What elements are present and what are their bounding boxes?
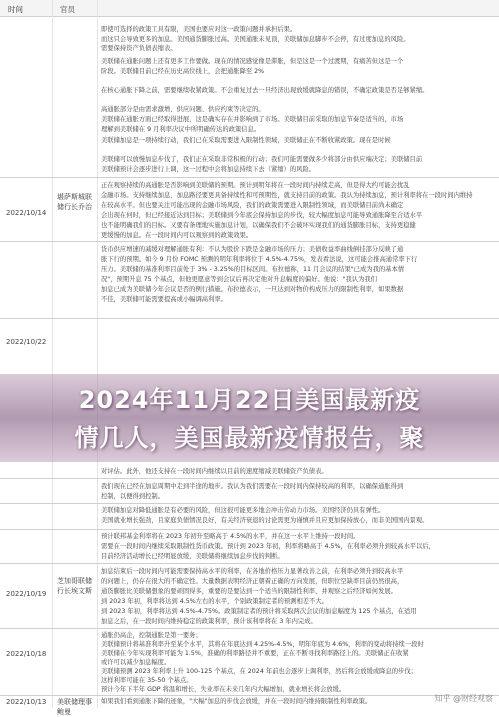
row-date: 2022/10/14 [6,209,47,217]
row-divider [0,503,499,504]
row-text: 况"，预期升息 75 个基点，但他更愿意等到会议后再决定他对升息幅度的偏好。他说："我认为我们 [101,276,377,283]
row-text: 目前经济活动增长已经明显放缓，美联储将继续加息步伐的判断。 [101,553,284,560]
row-text: 美联储加息是一项持续行动，我们已在采取需要进入限制性领域，美联储正在不断收紧政策。现在是时候 [101,137,391,144]
row-text: 金融市场。支持继续加息，加息路径要更具备持续性和可预期性，就支持目前的政策。我认为持续加息，预计利率将在一段时间内维持 [101,192,473,199]
row-text: 的问题上，仍存在很大的不确定性。大量数据表明经济正朝着正确的方向发展，但职位空缺率目前仍然很高， [101,578,404,585]
row-divider [0,478,499,479]
row-divider [0,628,499,629]
row-text: 更缓慢的加息。在一段时间内可以观察到的政策效果。 [101,232,253,239]
row-date: 2022/10/19 [6,590,47,598]
row-text: 理解到美联储在 9 月利率决议中所明确传达的政策信息。 [101,126,261,133]
col-official-header: 官员 [60,5,75,14]
row-text: 在核心通胀下降之前，需要继续收紧政策。不会重复过去一旦经济出现放缓就降息的错误，不确定政策是否足够紧缩。 [101,87,429,94]
row-text: 到 2023 年初，利率将达到 4.5%-4.75%。政策制定者的预计将采取两次会议的加息幅度为 125 个基点，在适用 [101,608,417,615]
watermark: 知乎 @财经观察 [434,694,493,703]
row-official: 芝加哥联储行长埃文斯 [57,577,92,595]
row-text: 高通胀部分是由需求激增、供应问题、供应约束等决定的。 [101,106,265,113]
row-divider [0,177,499,178]
row-text: 货币供应增速的减缓对理解通胀有利：不认为股价下跌是金融市场的压力；美债收益率曲线倒挂部分反映了通 [101,246,404,253]
row-official: 美联储理事鲍曼 [57,698,92,716]
row-text: 胀下行的预期。如今 9 月份 FOMC 预测的明年利率将位于 4.5%-4.75%，发表看法说，这可能会推高通常率下行 [101,256,418,263]
row-official: 堪萨斯城联储行长乔治 [57,193,92,211]
row-text: 如果我们看到通胀下降的迹象，"大幅"加息的步伐会放缓，并在一段时间内维持限制性利率政策。 [101,698,372,705]
row-date: 2022/10/22 [6,338,47,346]
row-text: 对评估。此外，他还支持在一段时间内继续以目前的速度缩减美联储资产负债表。 [101,468,328,475]
row-text: 美联储在今年实现利率可能为 1.5%，准确的利率路径并不重要，正在不断寻找利率路径上的。美联储正在收紧 [101,650,409,657]
row-text: 或许可以减少加息幅度。 [101,659,171,666]
row-text: 预计今年下半年 GDP 将温和增长，失业率在未来几年内大幅增加，就业增长将会放缓。 [101,686,346,693]
row-divider [0,695,499,696]
row-text: 美国就业增长强劲，且家庭负债情况良好，有关经济衰退的讨论需更为谨慎并且应更加保持放心，而非美国国内景观。 [101,517,429,524]
row-text: 即使可选择的政策工具有限，美国也要应对这一政策问题并承担后果。 [101,26,297,33]
row-text: 美联储加息对降低通胀是有必要的风险，但这很可能更多地会冲击劳动力市场。美国经济仍具有弹性。 [101,507,385,514]
row-text: 美联储预计将基准利率升至某个水平，其将在年底达到 4.25%-4.5%，明年年底为 4.6%，利率的变动将持续一段时 [101,641,424,648]
overlay-title-line1: 2024年11月22日美国最新疫 [78,386,421,414]
row-text: 需要保持资产负债表缩表。 [101,45,177,52]
row-divider [0,529,499,530]
row-text: 这样利率可能在 35-50 个基点。 [101,677,193,684]
row-divider [0,563,499,564]
row-text: 美联储在通胀问题上还有更多工作要做。现在的情况感觉像是滞胀，但是这是一个过渡期，有痛苦但这是一个 [101,58,404,65]
row-text: 加息结束后一段时间内可能需要保持高水平的利率，在各地价格压力显著改善之前，在利率必须升到较高水平 [101,568,404,575]
row-text: 美联储预测 2023 年利率上升 100-125 个基点，在 2024 年前也会逐步上调利率，然后将会放缓或降息的步伐； [101,668,417,675]
row-text: 通货膨胀比美联储想象的要顽固得多，重要的是要达到一个适当的限制性利率，并观察之后经济如何发展。 [101,588,397,595]
row-text: 加息之后，在一段时间内维持稳定的政策利率，预计该利率将在 3 年内完成。 [101,618,317,625]
row-date: 2022/10/18 [6,650,47,658]
row-text: 在较高水平。但也要关注可能出现的金融市场风险，我们的政策需要进入限制性领域，而美联储目前尚未确定 [101,202,404,209]
row-text: 美联储可以放慢加息步伐了，我们正在采取非常积极的行动；我们可能需要做多少将部分由供应端决定；美联储目前 [101,156,423,163]
row-text: 到 2023 年初，利率将达到 4.5%左右的水平，个别政策制定者的预测相差不大。 [101,598,328,605]
row-text: 美联储预计会逐步进行上调，这一过程中会将加息持续下去（紧缩）的风险。 [101,166,316,173]
row-divider [0,318,499,319]
table-header [0,0,499,17]
row-text: 需要在一段时间内继续采取限制性货币政策。预计到 2023 年初，利率将略高于 4.5%，在利率必须升到较高水平以后， [101,543,435,550]
row-text: 正在观察持续的高通胀是否影响到美联储的预期。预计到明年将在一段时间内持续走高，但是得大约可能会扰乱 [101,182,410,189]
column-divider [52,0,53,708]
row-text: 也不能明确我们的目标。又要有条理地实施加息计划，以确保我们不会破坏实现我们的通货膨胀目标，支持更稳健 [101,222,416,229]
row-text: 通胀仍高企，控制通胀是第一要务； [101,632,202,639]
overlay-title-line2: 情几人，美国最新疫情报告，聚 [74,424,425,452]
row-text: 预计联邦基金利率将在 2023 年初升至略高于 4.5%的水平，并在这一水平上维持一段时间。 [101,533,360,540]
row-text: 而这只会导致更多的加息。美国通货膨胀过高。美国通胀未见顶，美联储加息脚步不会停，有过度加息的风险。 [101,36,410,43]
row-text: 我们现在已经在加息周期中走到半途的地步。我认为我们需要在一段时间内保持较高的利率，以确保通胀得到 [101,483,404,490]
row-text: 控制，以便得到控制。 [101,493,164,500]
row-text: 压力。美联储的基准利率目前处于 3% - 3.25%的目标区间。布拉德称，11 月会议的结果"已成为我的基本情 [101,266,405,273]
row-divider [0,241,499,242]
row-date: 2022/10/13 [6,698,47,706]
row-text: 加息已成为美联储今年会议是否的例行措施。布拉德表示，一旦达到对物价构成压力的限制性利率，如果数据 [101,286,404,293]
col-time-header: 时间 [8,5,23,14]
row-text: 不佳，美联储可能需要提高或小幅调高利率。 [101,296,227,303]
column-divider [97,0,98,708]
row-text: 阶段。美联储目前已经在历史高位线上，会把通胀降至 2% [101,68,265,75]
row-text: 会出现在何时，但已经接近达到目标；美联储到今年底会保持加息的步伐，较大幅度加息可能导致通胀降至合适水平 [101,212,423,219]
row-text: 美联储在通胀方面已经取得进展，这是确实存在并影响到了市场。美联储目前采取的加息节奏是适当的，市场 [101,116,404,123]
